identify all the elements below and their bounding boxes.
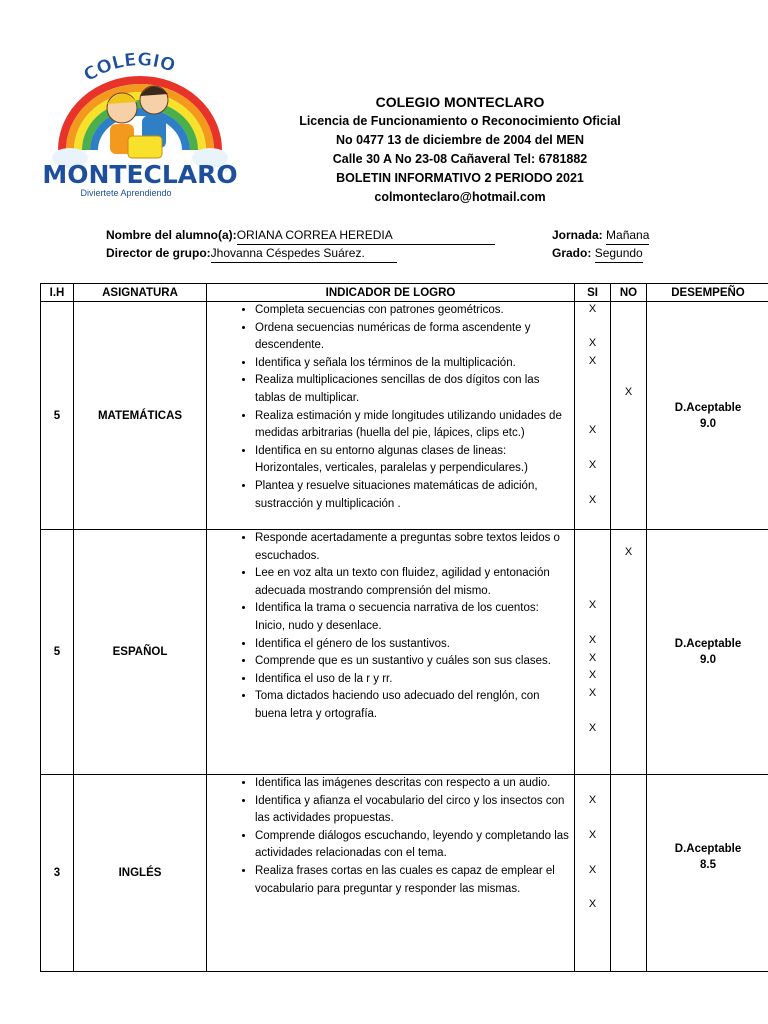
si-mark: X [588,494,597,506]
header-ih: I.H [41,284,74,302]
ih-cell: 5 [41,530,74,775]
si-mark: X [588,424,597,436]
si-mark: X [588,898,597,910]
si-mark: X [588,303,597,315]
performance-cell [647,302,768,530]
header-si: SI [575,284,611,302]
header-subject: ASIGNATURA [74,284,207,302]
student-name-row [106,227,495,245]
no-cell [611,302,647,530]
school-logo [40,40,240,215]
performance-score: 9.0 [700,654,716,666]
si-cell [575,775,611,972]
student-name-value: ORIANA CORREA HEREDIA [237,227,495,245]
indicator-item: • Completa secuencias con patrones geométricos. [255,302,570,320]
header-performance: DESEMPEÑO [647,284,768,302]
performance-cell [647,530,768,775]
indicator-item: • Toma dictados haciendo uso adecuado del renglón, con buena letra y ortografía. [255,688,570,723]
jornada-value: Mañana [606,227,649,245]
no-cell [611,530,647,775]
grades-table [40,283,768,972]
subject-cell: ESPAÑOL [74,530,207,775]
indicator-item: • Identifica las imágenes descritas con respecto a un audio. [255,775,570,793]
email-line: colmonteclaro@hotmail.com [374,190,546,204]
table-row [41,530,768,775]
bulletin-title: BOLETIN INFORMATIVO 2 PERIODO 2021 [336,171,584,185]
indicator-item: • Realiza frases cortas en las cuales es capaz de emplear el vocabulario para preguntar y responder las mismas. [255,863,570,898]
logo-main-text: MONTECLARO [42,160,238,189]
school-name: COLEGIO MONTECLARO [375,94,545,110]
table-row [41,302,768,530]
indicator-item: • Realiza estimación y mide longitudes utilizando unidades de medidas arbitrarias (huella del pie, lápices, clips etc.) [255,408,570,443]
indicator-item: • Identifica y afianza el vocabulario del circo y los insectos con las actividades propuestas. [255,793,570,828]
logo-top-text: COLEGIO [80,49,178,87]
si-mark: X [588,355,597,367]
grado-value: Segundo [595,245,643,263]
director-row [106,245,397,263]
si-mark: X [588,864,597,876]
subject-cell: INGLÉS [74,775,207,972]
jornada-label: Jornada: [552,228,603,242]
indicator-item: • Plantea y resuelve situaciones matemáticas de adición, sustracción y multiplicación . [255,478,570,513]
indicator-cell [207,775,575,972]
si-mark: X [588,687,597,699]
indicator-item: • Comprende que es un sustantivo y cuáles son sus clases. [255,653,570,671]
table-header-row [41,284,768,302]
performance-level: D.Aceptable [674,638,742,650]
performance-score: 8.5 [700,859,716,871]
performance-level: D.Aceptable [674,401,742,414]
indicator-item: • Comprende diálogos escuchando, leyendo y completando las actividades relacionadas con el tema. [255,828,570,863]
si-mark: X [588,337,597,349]
indicator-item: • Identifica la trama o secuencia narrativa de los cuentos: Inicio, nudo y desenlace. [255,600,570,635]
indicator-item: • Realiza multiplicaciones sencillas de dos dígitos con las tablas de multiplicar. [255,372,570,407]
si-mark: X [588,669,597,681]
license-number-line: No 0477 13 de diciembre de 2004 del MEN [335,133,585,147]
si-mark: X [588,634,597,646]
no-cell [611,775,647,972]
ih-cell: 3 [41,775,74,972]
director-value: Jhovanna Céspedes Suárez. [211,245,397,263]
indicator-item: • Lee en voz alta un texto con fluidez, agilidad y entonación adecuada mostrando comprensión del mismo. [255,565,570,600]
indicator-item: • Identifica el género de los sustantivos. [255,636,570,654]
indicator-item: • Identifica y señala los términos de la multiplicación. [255,355,570,373]
si-cell [575,530,611,775]
indicator-item: • Identifica en su entorno algunas clases de lineas: Horizontales, verticales, paralelas y perpendiculares.) [255,443,570,478]
ih-cell: 5 [41,302,74,530]
indicator-item: • Responde acertadamente a preguntas sobre textos leidos o escuchados. [255,530,570,565]
si-mark: X [588,599,597,611]
indicator-item: • Ordena secuencias numéricas de forma ascendente y descendente. [255,320,570,355]
indicator-cell [207,530,575,775]
table-row [41,775,768,972]
subject-cell: MATEMÁTICAS [74,302,207,530]
header-indicator: INDICADOR DE LOGRO [207,284,575,302]
no-mark: X [624,546,633,558]
performance-cell [647,775,768,972]
si-cell [575,302,611,530]
indicator-cell [207,302,575,530]
si-mark: X [588,794,597,806]
school-header [240,92,680,207]
logo-tagline: Diviertete Aprendiendo [80,188,172,198]
no-mark: X [624,386,633,398]
performance-level: D.Aceptable [674,843,742,855]
si-mark: X [588,459,597,471]
indicator-item: • Identifica el uso de la r y rr. [255,671,570,689]
performance-score: 9.0 [700,417,716,430]
jornada-row [552,227,649,245]
address-line: Calle 30 A No 23-08 Cañaveral Tel: 6781882 [332,152,588,166]
si-mark: X [588,652,597,664]
header-no: NO [611,284,647,302]
si-mark: X [588,722,597,734]
grado-label: Grado: [552,246,592,260]
license-line: Licencia de Funcionamiento o Reconocimiento Oficial [299,114,621,128]
director-label: Director de grupo: [106,246,211,260]
grado-row [552,245,643,263]
si-mark: X [588,829,597,841]
student-name-label: Nombre del alumno(a): [106,228,237,242]
